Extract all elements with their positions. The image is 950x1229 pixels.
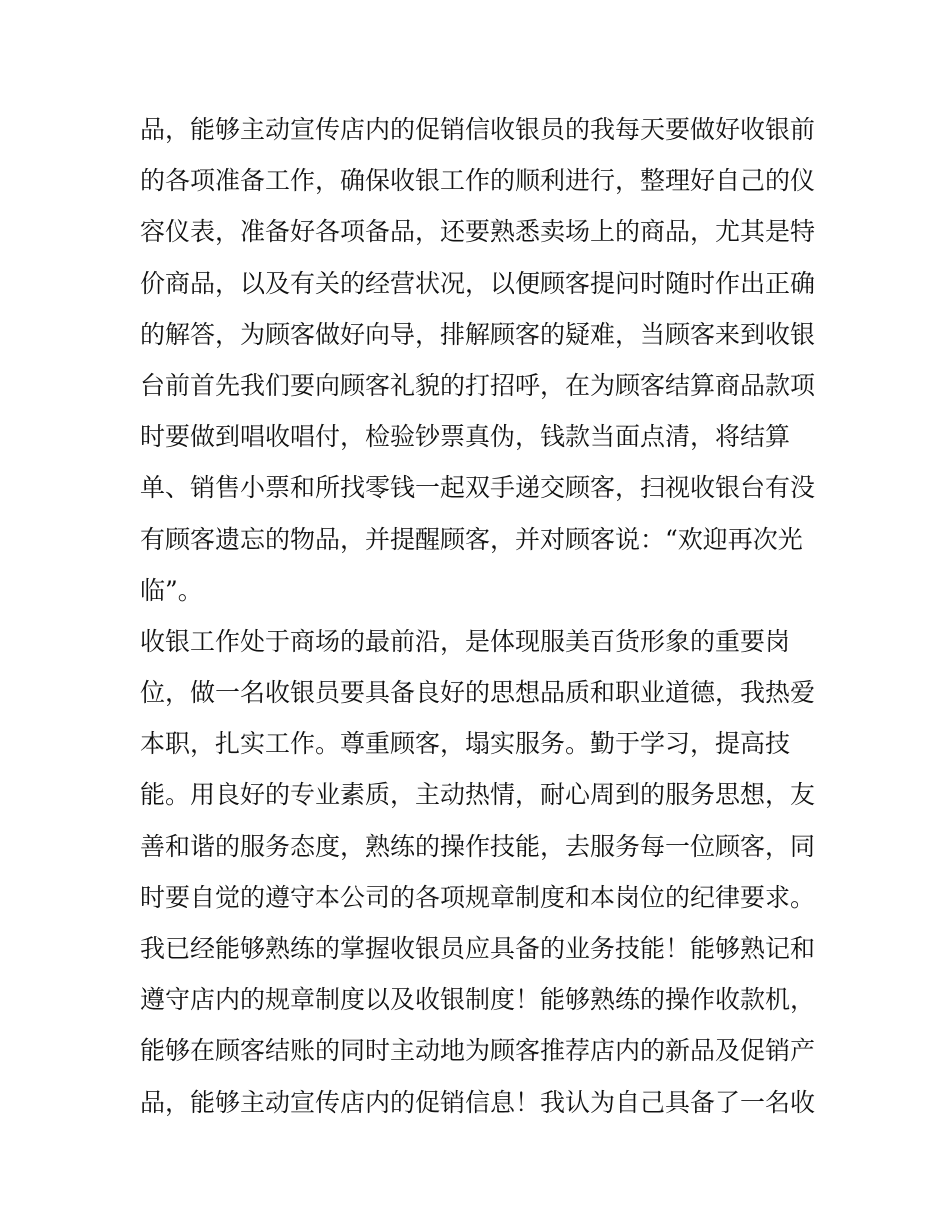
text-line-1: 品，能够主动宣传店内的促销信收银员的我每天要做好收银前 [140, 115, 816, 144]
text-line-11: 收银工作处于商场的最前沿，是体现服美百货形象的重要岗 [140, 626, 791, 656]
text-line-7: 时要做到唱收唱付，检验钞票真伪，钱款当面点清，将结算 [140, 422, 791, 452]
text-line-10: 临”。 [140, 575, 203, 605]
text-line-4: 价商品，以及有关的经营状况，以便顾客提问时随时作出正确 [140, 268, 816, 298]
text-line-2: 的各项准备工作，确保收银工作的顺利进行，整理好自己的仪 [140, 166, 816, 196]
text-line-12: 位，做一名收银员要具备良好的思想品质和职业道德，我热爱 [140, 678, 816, 708]
text-line-8: 单、销售小票和所找零钱一起双手递交顾客，扫视收银台有没 [140, 473, 816, 503]
text-line-14: 能。用良好的专业素质，主动热情，耐心周到的服务思想，友 [140, 780, 816, 810]
text-line-3: 容仪表，准备好各项备品，还要熟悉卖场上的商品，尤其是特 [140, 217, 816, 247]
text-line-16: 时要自觉的遵守本公司的各项规章制度和本岗位的纪律要求。 [140, 882, 816, 912]
text-line-6: 台前首先我们要向顾客礼貌的打招呼，在为顾客结算商品款项 [140, 370, 816, 400]
text-line-19: 能够在顾客结账的同时主动地为顾客推荐店内的新品及促销产 [140, 1036, 816, 1066]
text-line-18: 遵守店内的规章制度以及收银制度！能够熟练的操作收款机， [140, 985, 816, 1015]
text-line-20: 品，能够主动宣传店内的促销信息！我认为自己具备了一名收 [140, 1087, 816, 1117]
text-line-15: 善和谐的服务态度，熟练的操作技能，去服务每一位顾客，同 [140, 831, 816, 861]
body-text [140, 104, 820, 1128]
text-line-13: 本职，扎实工作。尊重顾客，塌实服务。勤于学习，提高技 [140, 729, 791, 759]
text-line-5: 的解答，为顾客做好向导，排解顾客的疑难，当顾客来到收银 [140, 319, 816, 349]
text-line-9: 有顾客遗忘的物品，并提醒顾客，并对顾客说：“欢迎再次光 [140, 524, 803, 554]
text-line-17: 我已经能够熟练的掌握收银员应具备的业务技能！能够熟记和 [140, 934, 816, 963]
